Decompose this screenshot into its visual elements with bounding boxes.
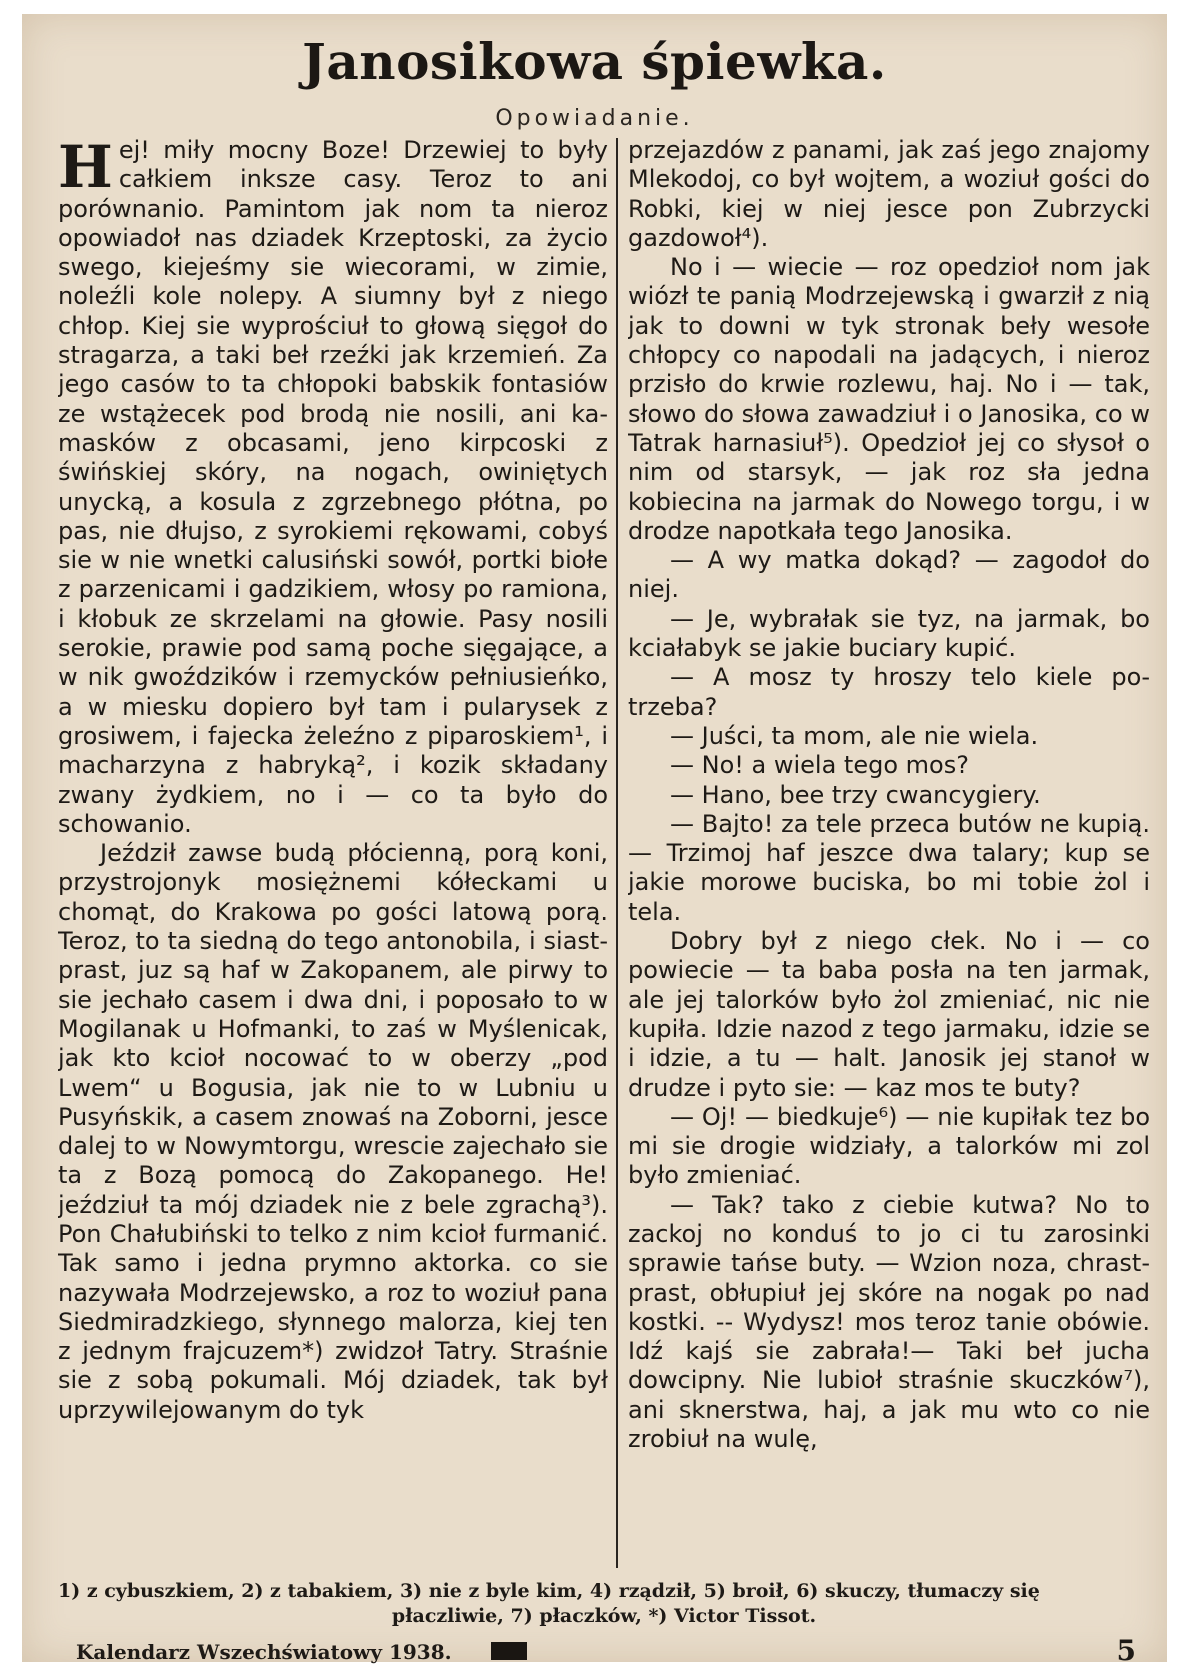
footnotes-line-2: płaczliwie, 7) płaczków, *) Victor Tissot. <box>391 1605 817 1627</box>
dialogue-line-7: — Bajto! za tele przeca butów ne kupią. — Trzimoj haf jeszce dwa talary; kup se jakie morowe buciska, bo mi tobie żol i tela. <box>628 809 1150 926</box>
story-subtitle: Opowiadanie. <box>495 106 694 131</box>
dialogue-line-3: — A mosz ty hroszy telo kiele potrzeba? <box>628 663 1150 721</box>
publication-label: Kalendarz Wszechświatowy 1938. <box>76 1640 452 1664</box>
footnotes-line-1: 1) z cybuszkiem, 2) z tabakiem, 3) nie z byle kim, 4) rządził, 5) broił, 6) skuczy, tłumaczy się <box>58 1580 1040 1602</box>
right-paragraph-3: Dobry był z niego cłek. No i — co powiecie — ta baba posła na ten jarmak, ale jej talorków było żol zmieniać, nic nie kupiła. Idzie nazod z tego jarmaku, idzie se i idzie, a tu — halt. Janosik jej stanoł w drudze i pyto sie: — kaz mos te buty? <box>628 927 1150 1102</box>
story-title: Janosikowa śpiewka. <box>302 32 887 91</box>
right-paragraph-2: No i — wiecie — roz opedzioł nom jak wiózł te panią Modrzejewską i gwarził z nią jak to downi w tyk stronak beły wesołe chłopcy co napodali na jadących, i nieroz przisło do krwie rozlewu, haj. No i — tak, słowo do słowa zawadziuł i o Janosika, co w Tatrak harnasiuł⁵). Opedzioł jej co słysoł o nim od starsyk, — jak roz sła jedna kobiecina na jarmak do Nowego torgu, i w drodze napotkała tego Janosika. <box>628 253 1150 545</box>
left-paragraph-2: Jeździł zawse budą płócienną, porą koni, przystrojonyk mosiężnemi kółeckami u chomąt, do Krakowa po gości latową porą. Teroz, to ta siedną do tego antonobila, i siast-prast, juz są haf w Zakopanem, ale pirwy to sie jechało casem i dwa dni, i poposało to w Mogilanak u Hofmanki, to zaś w Myślenicak, jak kto kcioł nocować to w oberzy „pod Lwem“ u Bogusia, jak nie to w Lubniu u Pusyńskik, a casem znowaś na Zoborni, jesce dalej to w Nowymtorgu, wrescie zajechało sie ta z Bozą pomocą do Zakopanego. He! jeździuł ta mój dziadek nie z bele zgrachą³). Pon Chałubiński to telko z nim kcioł furmanić. Tak samo i jedna prymno aktorka. co sie nazywała Modrzejewsko, a roz to woziuł pana Siedmiradzkiego, słynnego malorza, kiej ten z jednym frajcuzem*) zwidzoł Tatry. Straśnie sie z sobą pokumali. Mój dziadek, tak był uprzywilejowanym do tyk <box>58 839 608 1424</box>
dialogue-line-5: — No! a wiela tego mos? <box>670 751 969 780</box>
left-paragraph-1 <box>58 136 608 839</box>
right-column <box>628 136 1150 1571</box>
dialogue-line-6: — Hano, bee trzy cwancygiery. <box>670 780 1041 809</box>
dialogue-line-9: — Tak? tako z ciebie kutwa? No to zackoj no konduś to jo ci tu zarosinki sprawie tańse buty. — Wzion noza, chrast-prast, obłupiuł jej skóre na nogak po nad kostki. -- Wydysz! mos teroz tanie obówie. Idź kajś sie zabrała!— Taki beł jucha dowcipny. Nie lubioł straśnie skuczków⁷), ani sknerstwa, haj, a jak mu wto co nie zrobiuł na wulę, <box>628 1190 1150 1454</box>
dialogue-line-8: — Oj! — biedkuje⁶) — nie kupiłak tez bo mi sie drogie widziały, a talorków mi zol było zmieniać. <box>628 1102 1150 1190</box>
drop-cap: H <box>58 136 113 201</box>
dialogue-line-2: — Je, wybrałak sie tyz, na jarmak, bo kciałabyk se jakie buciary kupić. <box>628 604 1150 663</box>
left-paragraph-1-text: ej! miły mocny Boze! Drzewiej to były całkiem inksze casy. Teroz to ani porównanio. Pamintom jak nom ta nieroz opowiadoł nas dziadek Krzeptoski, za życio swego, kiejeśmy sie wiecorami, w zimie, noleźli kole nolepy. A siumny był z niego chłop. Kiej sie wyprościuł to głową sięgoł do stragarza, a taki beł rzeźki jak krzemień. Za jego casów to ta chłopoki babskik fontasiów ze wstążecek pod brodą nie nosili, ani kamasków z obcasami, jeno kirpcoski z świńskiej skóry, na nogach, owiniętych unycką, a kosula z zgrzebnego płótna, po pas, nie dłujso, z syrokiemi rękowami, cobyś sie w nie wnetki calusiński sowół, portki biołe z parzenicami i gadzikiem, włosy po ramiona, i kłobuk ze skrzelami na głowie. Pasy nosili serokie, prawie pod samą poche sięgające, a w nik gwoździków i rzemycków pełniusieńko, a w miesku dopiero był tam i pularysek z grosiwem, i fajecka żeleźno z piparoskiem¹, i macharzyna z habryką², i kozik składany zwany żydkiem, no i — co ta było do schowanio. <box>58 136 608 838</box>
dialogue-line-4: — Juści, ta mom, ale nie wiela. <box>670 721 1039 750</box>
left-column <box>58 136 608 1571</box>
column-divider <box>616 138 618 1568</box>
page-sheet <box>22 14 1167 1667</box>
footnotes <box>58 1579 1150 1629</box>
page-number: 5 <box>1116 1634 1136 1667</box>
right-paragraph-1: przejazdów z panami, jak zaś jego znajomy Mlekodoj, co był wojtem, a woziuł gości do Robki, kiej w niej jesce pon Zubrzycki gazdowoł⁴). <box>628 136 1150 252</box>
ink-block-mark <box>491 1642 527 1660</box>
dialogue-line-1: — A wy matka dokąd? — zagodoł do niej. <box>628 546 1150 604</box>
